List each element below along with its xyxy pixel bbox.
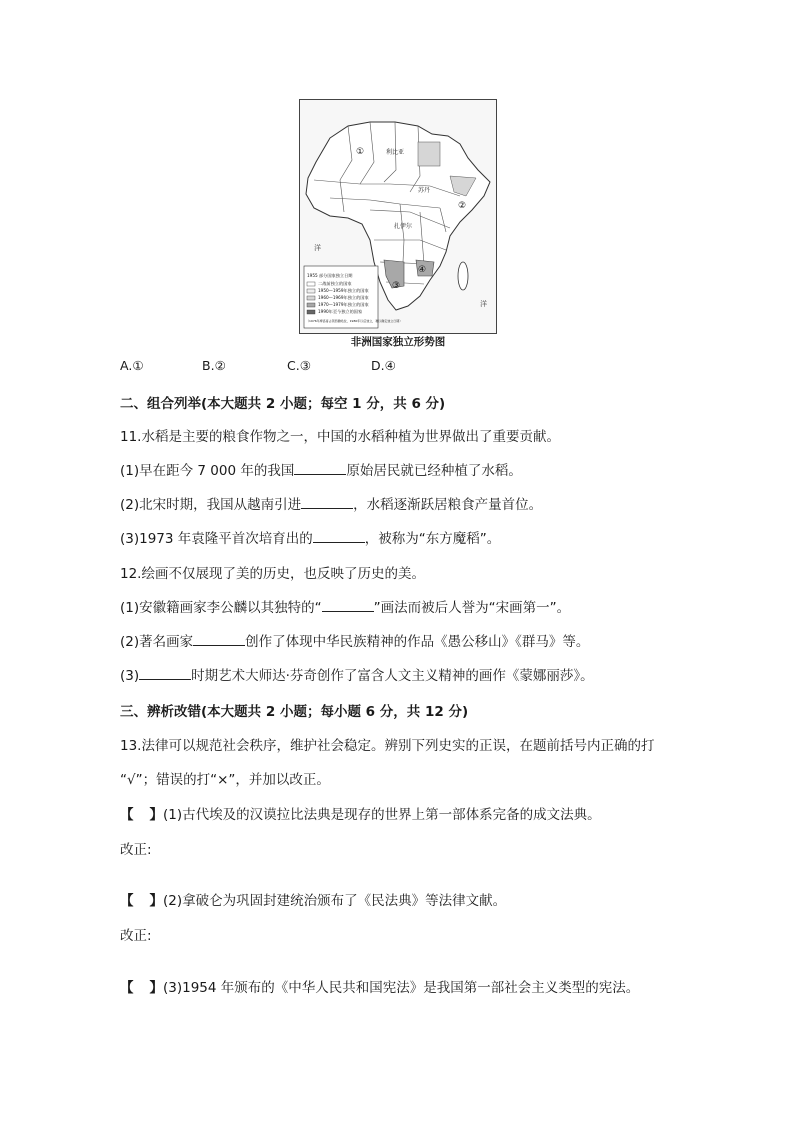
madagascar	[458, 262, 468, 290]
legend-item-4: 1970—1979年独立的国家	[318, 302, 369, 307]
q13-stem-line1: 13.法律可以规范社会秩序，维护社会稳定。辨别下列史实的正误，在题前括号内正确的打	[120, 738, 655, 754]
q13-item1-correction: 改正:	[120, 842, 152, 858]
q13-item1: 【 】(1)古代埃及的汉谟拉比法典是现存的世界上第一部体系完备的成文法典。	[120, 807, 601, 823]
q13-item2: 【 】(2)拿破仑为巩固封建统治颁布了《民法典》等法律文献。	[120, 893, 507, 909]
marker-4: ④	[418, 265, 427, 275]
label-libya: 利比亚	[386, 149, 405, 156]
option-c[interactable]: C.③	[287, 358, 311, 373]
marker-3: ③	[392, 281, 401, 291]
q11-part1: (1)早在距今 7 000 年的我国 原始居民就已经种植了水稻。	[120, 463, 522, 479]
q13-item3-bracket-open[interactable]: 【	[120, 980, 134, 996]
q12-part2: (2)著名画家 创作了体现中华民族精神的作品《愚公移山》《群马》等。	[120, 634, 590, 650]
label-ocean-west: 洋	[314, 244, 321, 252]
label-zaire: 扎伊尔	[394, 223, 413, 230]
q12-stem: 12.绘画不仅展现了美的历史，也反映了历史的美。	[120, 566, 425, 582]
legend-item-1: 二战前独立的国家	[318, 281, 352, 286]
africa-independence-map	[299, 99, 497, 334]
label-ocean-east: 洋	[480, 300, 487, 308]
legend-item-5: 1990年至今独立的国家	[318, 309, 363, 314]
q12-blank2[interactable]	[193, 633, 245, 646]
legend-item-3: 1960—1969年独立的国家	[318, 295, 369, 300]
q12-blank1[interactable]	[322, 599, 374, 612]
q11-blank2[interactable]	[301, 496, 353, 509]
africa-map-svg	[300, 100, 496, 333]
q13-item1-bracket-close: 】	[149, 807, 163, 823]
marker-2: ②	[458, 201, 467, 211]
option-a[interactable]: A.①	[120, 358, 144, 373]
q13-item3-bracket-close: 】	[149, 980, 163, 996]
map-caption: 非洲国家独立形势图	[350, 336, 446, 348]
option-b[interactable]: B.②	[202, 358, 226, 373]
section3-heading: 三、辨析改错(本大题共 2 小题；每小题 6 分，共 12 分)	[120, 704, 469, 720]
q13-item1-bracket-open[interactable]: 【	[120, 807, 134, 823]
q13-stem-line2: “√”；错误的打“×”，并加以改正。	[120, 772, 330, 788]
section2-heading: 二、组合列举(本大题共 2 小题；每空 1 分，共 6 分)	[120, 396, 446, 412]
q12-blank3[interactable]	[139, 667, 191, 680]
q11-blank1[interactable]	[294, 462, 346, 475]
q12-part1: (1)安徽籍画家李公麟以其独特的“ ”画法而被后人誉为“宋画第一”。	[120, 600, 571, 616]
q11-part3: (3)1973 年袁隆平首次培育出的 ，被称为“东方魔稻”。	[120, 531, 501, 547]
legend-note: （1976年摩洛哥占领西撒哈拉，1980年以后独立，难以确定独立日期）	[306, 319, 403, 323]
marker-1: ①	[356, 147, 365, 157]
q13-item3: 【 】(3)1954 年颁布的《中华人民共和国宪法》是我国第一部社会主义类型的宪法。	[120, 980, 640, 996]
q12-part3: (3) 时期艺术大师达·芬奇创作了富含人文主义精神的画作《蒙娜丽莎》。	[120, 668, 594, 684]
q13-item2-bracket-open[interactable]: 【	[120, 893, 134, 909]
label-sudan: 苏丹	[418, 187, 431, 194]
legend-item-2: 1950—1959年独立的国家	[318, 288, 369, 293]
q13-item2-bracket-close: 】	[149, 893, 163, 909]
q11-stem: 11.水稻是主要的粮食作物之一，中国的水稻种植为世界做出了重要贡献。	[120, 429, 560, 445]
q11-part2: (2)北宋时期，我国从越南引进 ，水稻逐渐跃居粮食产量首位。	[120, 497, 543, 513]
option-d[interactable]: D.④	[371, 358, 396, 373]
legend-item-0: 1955 部分国家独立日期	[307, 273, 353, 278]
q11-blank3[interactable]	[313, 530, 365, 543]
region-egypt-light	[418, 142, 440, 166]
q13-item2-correction: 改正:	[120, 928, 152, 944]
